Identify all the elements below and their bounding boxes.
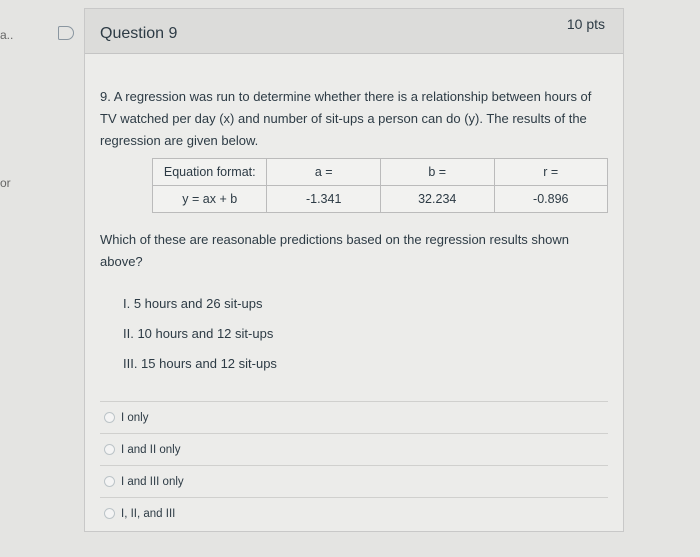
- table-cell: -1.341: [267, 186, 380, 213]
- answer-label: I and II only: [121, 443, 181, 456]
- regression-table: [152, 158, 608, 213]
- answer-option[interactable]: [100, 465, 608, 497]
- answer-label: I only: [121, 411, 149, 424]
- statement: I. 5 hours and 26 sit-ups: [123, 296, 263, 311]
- question-title: Question 9: [100, 25, 178, 42]
- answer-option[interactable]: [100, 433, 608, 465]
- table-cell: -0.896: [494, 186, 607, 213]
- radio-button[interactable]: [104, 476, 115, 487]
- answer-option[interactable]: [100, 497, 608, 529]
- statement: III. 15 hours and 12 sit-ups: [123, 356, 277, 371]
- answer-label: I, II, and III: [121, 507, 176, 520]
- question-card: [84, 8, 624, 532]
- radio-button[interactable]: [104, 508, 115, 519]
- radio-button[interactable]: [104, 444, 115, 455]
- table-header: r =: [494, 159, 607, 186]
- answer-option[interactable]: [100, 401, 608, 433]
- statement: II. 10 hours and 12 sit-ups: [123, 326, 274, 341]
- question-prompt: Which of these are reasonable predictions based on the regression results shown above?: [100, 232, 569, 269]
- sidebar-fragment: a..: [0, 28, 14, 42]
- question-points: 10 pts: [566, 16, 605, 32]
- table-header: Equation format:: [153, 159, 267, 186]
- sidebar-fragment: or: [0, 176, 11, 190]
- question-header: [85, 9, 623, 54]
- table-header: a =: [267, 159, 380, 186]
- table-cell: 32.234: [380, 186, 494, 213]
- radio-button[interactable]: [104, 412, 115, 423]
- flag-question-icon[interactable]: [58, 26, 74, 40]
- question-text: 9. A regression was run to determine whether there is a relationship between hours of TV watched per day (x) and number of sit-ups a person can do (y). The results of the regression are given below.: [100, 89, 592, 148]
- table-header: b =: [380, 159, 494, 186]
- table-cell: y = ax + b: [153, 186, 267, 213]
- answer-label: I and III only: [121, 475, 184, 488]
